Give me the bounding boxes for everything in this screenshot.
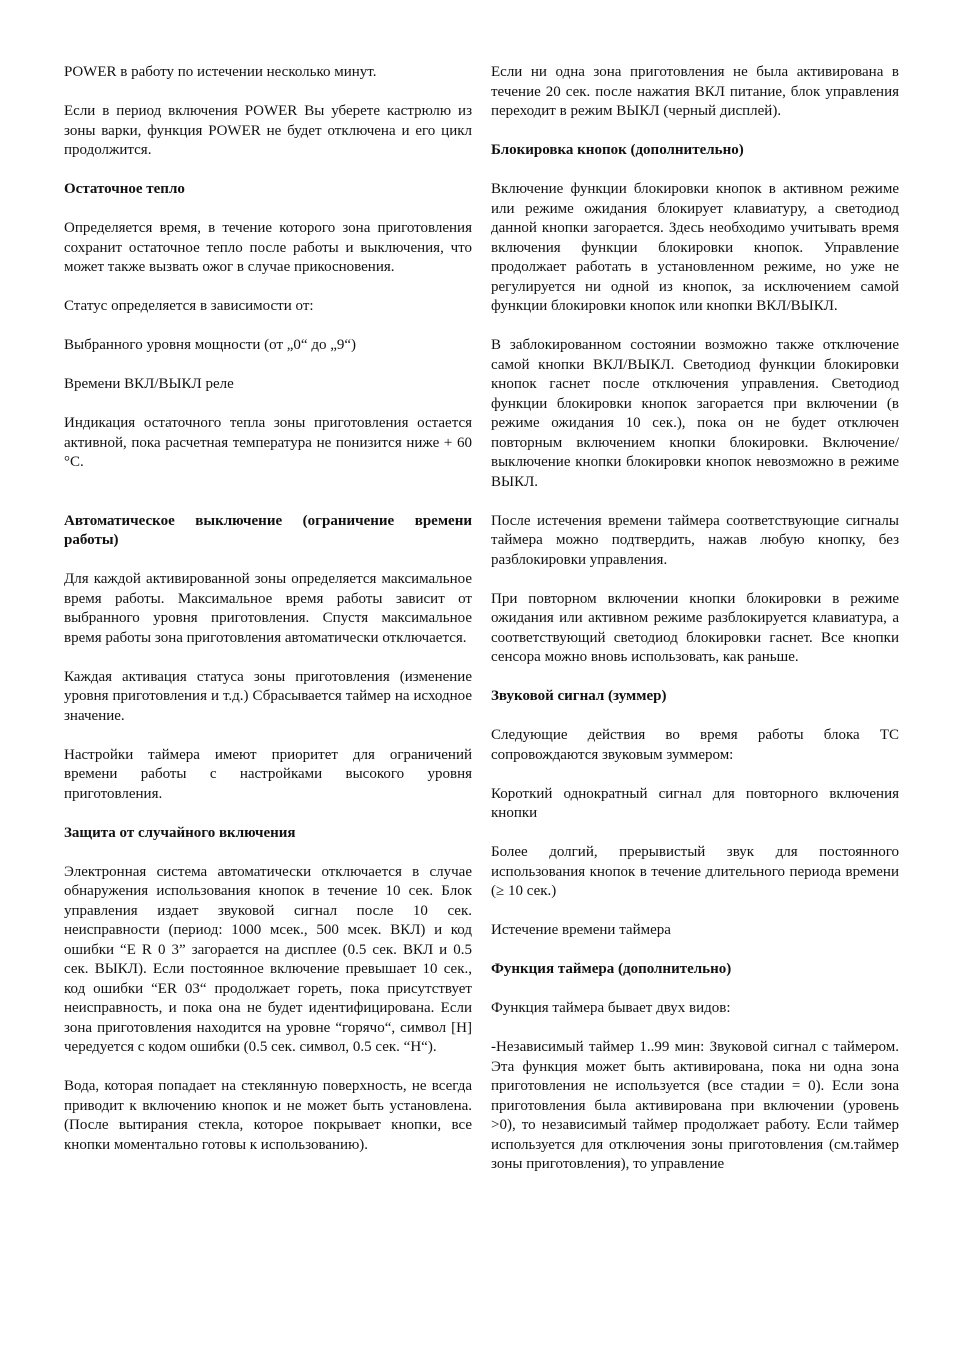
paragraph: Короткий однократный сигнал для повторного включения кнопки bbox=[491, 785, 899, 821]
paragraph: Вода, которая попадает на стеклянную поверхность, не всегда приводит к включению кнопок и не может быть установлена. (После вытирания стекла, которое покрывает кнопки, все кнопки моментально готовы к использованию). bbox=[64, 1078, 472, 1153]
section-heading-key-lock: Блокировка кнопок (дополнительно) bbox=[491, 142, 744, 158]
paragraph: Статус определяется в зависимости от: bbox=[64, 298, 314, 314]
section-heading-accidental-activation: Защита от случайного включения bbox=[64, 824, 296, 841]
paragraph: Следующие действия во время работы блока ТС сопровождаются звуковым зуммером: bbox=[491, 727, 899, 763]
paragraph: Индикация остаточного тепла зоны приготовления остается активной, пока расчетная температура не понизится ниже + 60 °C. bbox=[64, 415, 472, 470]
paragraph: Каждая активация статуса зоны приготовления (изменение уровня приготовления и т.д.) Сбрасывается таймер на исходное значение. bbox=[64, 668, 472, 724]
section-heading-auto-shutoff: Автоматическое выключение (ограничение времени работы) bbox=[64, 512, 472, 548]
paragraph: Если ни одна зона приготовления не была активирована в течение 20 сек. после нажатия ВКЛ питание, блок управления переходит в режим ВЫКЛ (черный дисплей). bbox=[491, 64, 899, 119]
section-heading-buzzer: Звуковой сигнал (зуммер) bbox=[491, 688, 667, 704]
paragraph: Определяется время, в течение которого зона приготовления сохранит остаточное тепло после работы и выключения, что может также вызвать ожог в случае прикосновения. bbox=[64, 220, 472, 275]
paragraph: POWER в работу по истечении несколько минут. bbox=[64, 64, 377, 80]
paragraph: Выбранного уровня мощности (от „0“ до „9“) bbox=[64, 337, 357, 353]
paragraph: Функция таймера бывает двух видов: bbox=[491, 1000, 731, 1016]
paragraph: Включение функции блокировки кнопок в активном режиме или режиме ожидания блокирует клавиатуру, а светодиод данной кнопки загорается. Здесь необходимо учитывать время включения функции блокировки кнопок. Управление продолжает работать в установленном режиме, но уже не регулируется ни одной из кнопок, за исключением самой функции блокировки кнопок или кнопки ВКЛ/ВЫКЛ. bbox=[491, 181, 899, 314]
paragraph: Если в период включения POWER Вы уберете кастрюлю из зоны варки, функция POWER не будет отключена и его цикл продолжится. bbox=[64, 103, 472, 158]
paragraph: Для каждой активированной зоны определяется максимальное время работы. Максимальное время работы зависит от выбранного уровня приготовления. Спустя максимальное время работы зона приготовления автоматически отключается. bbox=[64, 571, 472, 646]
paragraph: Электронная система автоматически отключается в случае обнаружения использования кнопок в течение 10 сек. Блок управления издает звуковой сигнал после 10 сек. неисправности (период: 1000 мсек., 500 мсек. ВКЛ) и код ошибки “E R 0 3” загорается на дисплее (0.5 сек. ВКЛ и 0.5 сек. ВЫКЛ). Если постоянное включение превышает 10 сек., код ошибки “ER 03“ продолжает гореть, пока присутствует неисправность, и пока она не будет идентифицирована. Если зона приготовления находится на уровне “горячо“, символ [H] чередуется с кодом ошибки (0.5 сек. символ, 0.5 сек. “H“). bbox=[64, 863, 472, 1055]
section-heading-residual-heat: Остаточное тепло bbox=[64, 181, 185, 197]
section-heading-timer: Функция таймера (дополнительно) bbox=[491, 961, 732, 977]
paragraph: -Независимый таймер 1..99 мин: Звуковой сигнал с таймером. Эта функция может быть активирована, пока ни одна зона приготовления не используется (все стадии = 0). Если зона приготовления была активирована при включении (уровень >0), то независимый таймер продолжает работу. Если таймер используется для отключения зоны приготовления (см.таймер зоны приготовления), то управление bbox=[491, 1039, 899, 1172]
paragraph: Истечение времени таймера bbox=[491, 922, 671, 938]
paragraph: В заблокированном состоянии возможно также отключение самой кнопки ВКЛ/ВЫКЛ. Светодиод функции блокировки кнопок гаснет после отключения управления. Светодиод функции блокировки кнопок загорается при включении (в режиме ожидания 10 сек.), пока он не будет отключен повторным включением кнопки блокировки. Включение/выключение кнопки блокировки кнопок невозможно в режиме ВЫКЛ. bbox=[491, 337, 899, 490]
paragraph: После истечения времени таймера соответствующие сигналы таймера можно подтвердить, нажав любую кнопку, без разблокировки управления. bbox=[491, 512, 899, 568]
paragraph: При повторном включении кнопки блокировки в режиме ожидания или активном режиме разблокируется клавиатура, а соответствующий светодиод блокировки гаснет. Все кнопки сенсора можно вновь использовать, как раньше. bbox=[491, 590, 899, 665]
right-column bbox=[491, 63, 899, 1194]
paragraph: Настройки таймера имеют приоритет для ограничений времени работы с настройками высокого уровня приготовления. bbox=[64, 746, 472, 802]
left-column bbox=[64, 63, 472, 1175]
paragraph: Более долгий, прерывистый звук для постоянного использования кнопок в течение длительного периода времени (≥ 10 сек.) bbox=[491, 844, 899, 899]
paragraph: Времени ВКЛ/ВЫКЛ реле bbox=[64, 376, 234, 392]
